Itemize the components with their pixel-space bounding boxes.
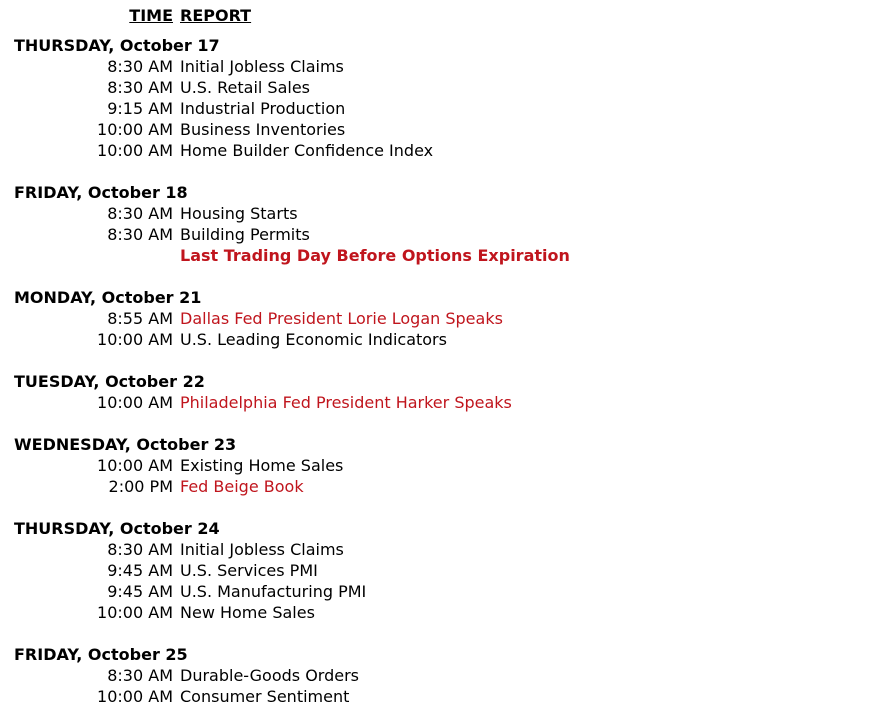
report-name: Consumer Sentiment: [180, 687, 350, 706]
report-name: Business Inventories: [180, 120, 346, 139]
event-time: 8:30 AM: [107, 204, 173, 223]
event-row: [0, 245, 895, 266]
report-name: Initial Jobless Claims: [180, 540, 344, 559]
report-name: U.S. Retail Sales: [180, 78, 311, 97]
highlighted-report-name: Philadelphia Fed President Harker Speaks: [180, 393, 512, 412]
event-row: [0, 98, 895, 119]
event-row: [0, 329, 895, 350]
day-section: [0, 644, 895, 707]
report-name: U.S. Services PMI: [180, 561, 318, 580]
event-time: 10:00 AM: [97, 330, 173, 349]
day-heading: FRIDAY, October 25: [14, 645, 188, 664]
report-name: U.S. Manufacturing PMI: [180, 582, 367, 601]
column-header-row: [0, 5, 895, 26]
economic-calendar: [0, 5, 895, 728]
event-time: 10:00 AM: [97, 393, 173, 412]
event-row: [0, 392, 895, 413]
report-name: Existing Home Sales: [180, 456, 344, 475]
event-time: 9:15 AM: [107, 99, 173, 118]
event-row: [0, 686, 895, 707]
day-section: [0, 35, 895, 161]
event-time: 2:00 PM: [108, 477, 173, 496]
event-row: [0, 77, 895, 98]
report-name: New Home Sales: [180, 603, 315, 622]
event-time: 10:00 AM: [97, 603, 173, 622]
day-heading: THURSDAY, October 24: [14, 519, 220, 538]
event-row: [0, 224, 895, 245]
day-heading: FRIDAY, October 18: [14, 183, 188, 202]
day-section: [0, 287, 895, 350]
report-column-header: REPORT: [180, 6, 252, 25]
event-row: [0, 119, 895, 140]
time-column-header: TIME: [129, 6, 173, 25]
event-row: [0, 476, 895, 497]
report-name: Industrial Production: [180, 99, 346, 118]
day-heading: WEDNESDAY, October 23: [14, 435, 237, 454]
day-heading: MONDAY, October 21: [14, 288, 202, 307]
event-time: 10:00 AM: [97, 687, 173, 706]
event-row: [0, 539, 895, 560]
event-time: 8:30 AM: [107, 78, 173, 97]
event-time: 8:30 AM: [107, 57, 173, 76]
event-row: [0, 56, 895, 77]
event-row: [0, 581, 895, 602]
day-heading: THURSDAY, October 17: [14, 36, 220, 55]
event-time: 8:30 AM: [107, 225, 173, 244]
event-row: [0, 140, 895, 161]
event-time: 10:00 AM: [97, 456, 173, 475]
event-time: 8:55 AM: [107, 309, 173, 328]
event-row: [0, 203, 895, 224]
day-section: [0, 518, 895, 623]
day-section: [0, 371, 895, 413]
report-name: U.S. Leading Economic Indicators: [180, 330, 447, 349]
event-time: 9:45 AM: [107, 561, 173, 580]
event-time: 10:00 AM: [97, 141, 173, 160]
day-section: [0, 182, 895, 266]
highlighted-report-name: Last Trading Day Before Options Expiration: [180, 246, 570, 265]
report-name: Initial Jobless Claims: [180, 57, 344, 76]
report-name: Housing Starts: [180, 204, 298, 223]
event-time: 8:30 AM: [107, 666, 173, 685]
event-time: 10:00 AM: [97, 120, 173, 139]
event-row: [0, 602, 895, 623]
report-name: Home Builder Confidence Index: [180, 141, 434, 160]
event-time: 8:30 AM: [107, 540, 173, 559]
event-row: [0, 665, 895, 686]
event-row: [0, 308, 895, 329]
report-name: Building Permits: [180, 225, 310, 244]
highlighted-report-name: Dallas Fed President Lorie Logan Speaks: [180, 309, 503, 328]
event-time: 9:45 AM: [107, 582, 173, 601]
event-row: [0, 455, 895, 476]
report-name: Durable-Goods Orders: [180, 666, 360, 685]
day-heading: TUESDAY, October 22: [14, 372, 205, 391]
day-section: [0, 434, 895, 497]
day-list: [0, 35, 895, 707]
highlighted-report-name: Fed Beige Book: [180, 477, 304, 496]
event-row: [0, 560, 895, 581]
